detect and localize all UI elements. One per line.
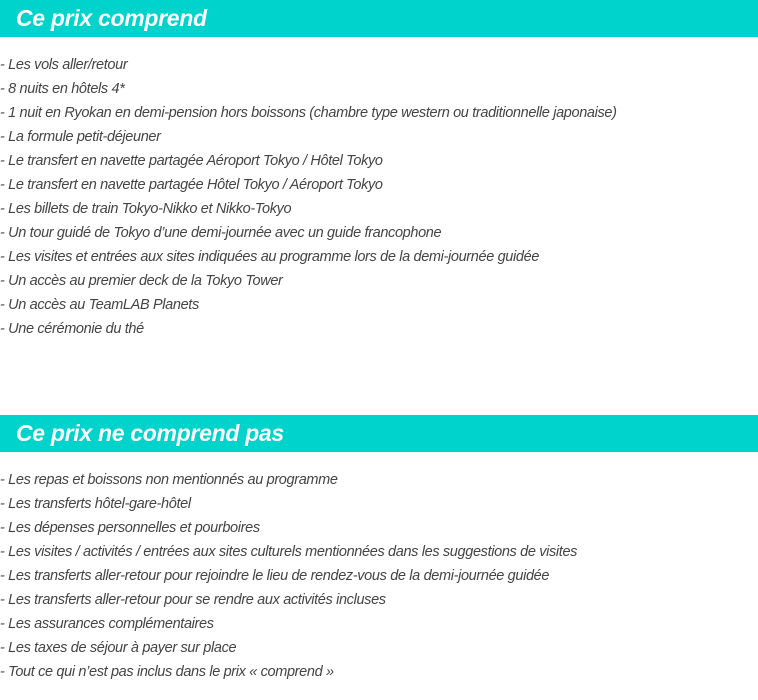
list-item: - Tout ce qui n’est pas inclus dans le prix « comprend » bbox=[0, 664, 334, 680]
list-item: - Les transferts aller-retour pour rejoindre le lieu de rendez-vous de la demi-journée guidée bbox=[0, 568, 550, 584]
included-list bbox=[0, 53, 617, 341]
list-item: - Les visites / activités / entrées aux sites culturels mentionnées dans les suggestions de visites bbox=[0, 544, 578, 560]
list-item: - Les visites et entrées aux sites indiquées au programme lors de la demi-journée guidée bbox=[0, 249, 540, 265]
section-header-included: Ce prix comprend bbox=[0, 0, 758, 37]
list-item: - 8 nuits en hôtels 4* bbox=[0, 81, 125, 97]
list-item: - Les transferts aller-retour pour se rendre aux activités incluses bbox=[0, 592, 386, 608]
list-item: - Les dépenses personnelles et pourboires bbox=[0, 520, 260, 536]
list-item: - Un accès au premier deck de la Tokyo Tower bbox=[0, 273, 283, 289]
list-item: - Les transferts hôtel-gare-hôtel bbox=[0, 496, 191, 512]
list-item: - Une cérémonie du thé bbox=[0, 321, 144, 337]
list-item: - La formule petit-déjeuner bbox=[0, 129, 161, 145]
section-header-not-included: Ce prix ne comprend pas bbox=[0, 415, 758, 452]
list-item: - Les assurances complémentaires bbox=[0, 616, 214, 632]
list-item: - Un accès au TeamLAB Planets bbox=[0, 297, 199, 313]
list-item: - Un tour guidé de Tokyo d’une demi-journée avec un guide francophone bbox=[0, 225, 442, 241]
list-item: - Le transfert en navette partagée Hôtel Tokyo / Aéroport Tokyo bbox=[0, 177, 383, 193]
list-item: - Les taxes de séjour à payer sur place bbox=[0, 640, 237, 656]
list-item: - Les vols aller/retour bbox=[0, 57, 128, 73]
list-item: - 1 nuit en Ryokan en demi-pension hors boissons (chambre type western ou traditionnelle japonaise) bbox=[0, 105, 617, 121]
list-item: - Les repas et boissons non mentionnés au programme bbox=[0, 472, 338, 488]
list-item: - Les billets de train Tokyo-Nikko et Nikko-Tokyo bbox=[0, 201, 292, 217]
list-item: - Le transfert en navette partagée Aéroport Tokyo / Hôtel Tokyo bbox=[0, 153, 383, 169]
not-included-list bbox=[0, 468, 577, 684]
